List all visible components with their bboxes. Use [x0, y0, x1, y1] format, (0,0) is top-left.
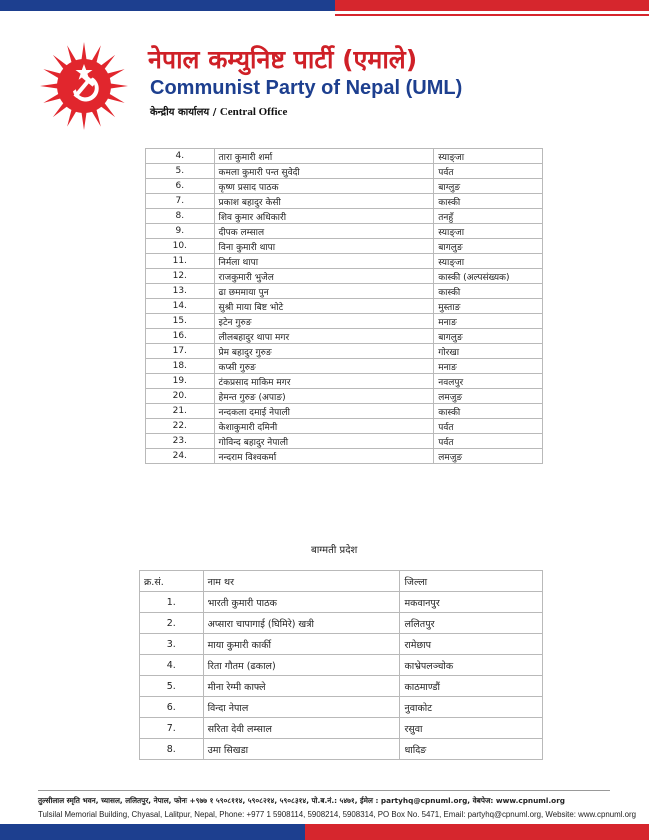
- table-row: [146, 419, 543, 434]
- name-cell: प्रेम बहादुर गुरुङ: [214, 344, 434, 359]
- name-cell: भारती कुमारी पाठक: [203, 592, 400, 613]
- table-row: [146, 179, 543, 194]
- serial-cell: 17.: [146, 344, 215, 359]
- name-cell: कृष्ण प्रसाद पाठक: [214, 179, 434, 194]
- bottom-band-red: [305, 824, 649, 840]
- district-cell: कास्की: [434, 284, 543, 299]
- name-cell: निर्मला थापा: [214, 254, 434, 269]
- office-english: Central Office: [219, 106, 288, 118]
- district-cell: काभ्रेपलञ्चोक: [400, 655, 543, 676]
- name-cell: सरिता देवी लम्साल: [203, 718, 400, 739]
- bottom-band-blue: [0, 824, 305, 840]
- table-row: [140, 676, 543, 697]
- district-cell: मनाङ: [434, 359, 543, 374]
- table-row: [146, 269, 543, 284]
- name-cell: प्रकाश बहादुर केसी: [214, 194, 434, 209]
- footer-address-english: Tulsilal Memorial Building, Chyasal, Lalitpur, Nepal, Phone: +977 1 5908114, 5908214, 5908314, PO Box No. 5471, Email: partyhq@cpnuml.org, Website: www.cpnuml.org: [38, 810, 637, 819]
- district-cell: मनाङ: [434, 314, 543, 329]
- serial-cell: 1.: [140, 592, 204, 613]
- name-cell: इटेन गुरुङ: [214, 314, 434, 329]
- table-row: [140, 655, 543, 676]
- district-cell: स्याङ्जा: [434, 224, 543, 239]
- table-row: [140, 739, 543, 760]
- table-row: [146, 329, 543, 344]
- serial-cell: 2.: [140, 613, 204, 634]
- serial-cell: 12.: [146, 269, 215, 284]
- serial-cell: 7.: [146, 194, 215, 209]
- table-row: [140, 613, 543, 634]
- district-cell: बाग्लुङ: [434, 179, 543, 194]
- serial-cell: 8.: [146, 209, 215, 224]
- district-cell: बागलुङ: [434, 329, 543, 344]
- table-row: [146, 389, 543, 404]
- table-row: [146, 164, 543, 179]
- name-cell: उमा सिखडा: [203, 739, 400, 760]
- table-row: [146, 254, 543, 269]
- serial-cell: 18.: [146, 359, 215, 374]
- table-row: [146, 314, 543, 329]
- name-cell: अप्सारा चापागाई (घिमिरे) खत्री: [203, 613, 400, 634]
- district-cell: बागलुङ: [434, 239, 543, 254]
- serial-cell: 9.: [146, 224, 215, 239]
- table-row: [146, 434, 543, 449]
- central-office-label: [150, 104, 287, 118]
- table-row: [146, 449, 543, 464]
- name-cell: टंकप्रसाद माकिम मगर: [214, 374, 434, 389]
- district-cell: पर्वत: [434, 434, 543, 449]
- name-cell: नन्दराम विश्वकर्मा: [214, 449, 434, 464]
- table-row: [146, 299, 543, 314]
- footer-address-nepali: तुल्सीलाल स्मृति भवन, च्यासल, ललितपुर, नेपाल, फोनः +९७७ १ ५९०८११४, ५९०८२१४, ५९०८३१४, पो.ब.नं.: ५४७१, ईमेल : partyhq@cpnuml.org, वेबपेज: www.cpnuml.org: [38, 796, 566, 805]
- serial-cell: 22.: [146, 419, 215, 434]
- district-cell: नुवाकोट: [400, 697, 543, 718]
- table-row: [146, 284, 543, 299]
- serial-cell: 4.: [140, 655, 204, 676]
- name-cell: तारा कुमारी शर्मा: [214, 149, 434, 164]
- district-cell: कास्की (अल्पसंख्यक): [434, 269, 543, 284]
- table-row: [140, 592, 543, 613]
- table-row: [146, 359, 543, 374]
- serial-cell: 21.: [146, 404, 215, 419]
- serial-cell: 15.: [146, 314, 215, 329]
- office-nepali: केन्द्रीय कार्यालय: [150, 107, 210, 118]
- table-row: [146, 404, 543, 419]
- serial-cell: 20.: [146, 389, 215, 404]
- district-cell: तनहुँ: [434, 209, 543, 224]
- name-cell: हेमन्त गुरुङ (अपाङ): [214, 389, 434, 404]
- name-cell: मीना रेग्मी काफ्ले: [203, 676, 400, 697]
- name-cell: लीलबहादुर थापा मगर: [214, 329, 434, 344]
- name-cell: माया कुमारी कार्की: [203, 634, 400, 655]
- serial-cell: 23.: [146, 434, 215, 449]
- candidate-table-continued: [145, 148, 543, 464]
- serial-cell: 16.: [146, 329, 215, 344]
- serial-cell: 24.: [146, 449, 215, 464]
- district-cell: स्याङ्जा: [434, 149, 543, 164]
- name-cell: दीपक लम्साल: [214, 224, 434, 239]
- table-row: [146, 224, 543, 239]
- table-row: [146, 344, 543, 359]
- name-cell: केशाकुमारी दमिनी: [214, 419, 434, 434]
- table-row: [140, 634, 543, 655]
- name-cell: गोविन्द बहादुर नेपाली: [214, 434, 434, 449]
- serial-cell: 14.: [146, 299, 215, 314]
- party-name-nepali: नेपाल कम्युनिष्ट पार्टी (एमाले): [148, 45, 418, 74]
- district-cell: ललितपुर: [400, 613, 543, 634]
- top-band-blue: [0, 0, 345, 11]
- bagmati-candidate-table: [139, 570, 543, 760]
- table-row: [146, 239, 543, 254]
- serial-cell: 8.: [140, 739, 204, 760]
- name-cell: शिव कुमार अधिकारी: [214, 209, 434, 224]
- name-cell: विन्दा नेपाल: [203, 697, 400, 718]
- district-cell: नवलपुर: [434, 374, 543, 389]
- serial-cell: 6.: [146, 179, 215, 194]
- header-serial: क्र.सं.: [140, 571, 204, 592]
- district-cell: पर्वत: [434, 164, 543, 179]
- table-header-row: [140, 571, 543, 592]
- header-name: नाम थर: [203, 571, 400, 592]
- name-cell: कप्सी गुरुङ: [214, 359, 434, 374]
- party-logo-icon: [38, 40, 130, 132]
- party-name-english: Communist Party of Nepal (UML): [150, 77, 463, 99]
- district-cell: लमजुङ: [434, 389, 543, 404]
- serial-cell: 7.: [140, 718, 204, 739]
- name-cell: ढा छममाया पुन: [214, 284, 434, 299]
- district-cell: कास्की: [434, 404, 543, 419]
- serial-cell: 4.: [146, 149, 215, 164]
- name-cell: सुश्री माया बिष्ट भोटे: [214, 299, 434, 314]
- district-cell: काठमाण्डौं: [400, 676, 543, 697]
- table-row: [140, 697, 543, 718]
- table-row: [146, 194, 543, 209]
- serial-cell: 6.: [140, 697, 204, 718]
- serial-cell: 5.: [146, 164, 215, 179]
- district-cell: लमजुङ: [434, 449, 543, 464]
- table-row: [140, 718, 543, 739]
- name-cell: राजकुमारी भुजेल: [214, 269, 434, 284]
- table-row: [146, 374, 543, 389]
- district-cell: पर्वत: [434, 419, 543, 434]
- table-row: [146, 149, 543, 164]
- serial-cell: 10.: [146, 239, 215, 254]
- district-cell: रामेछाप: [400, 634, 543, 655]
- footer-divider: [38, 790, 610, 791]
- top-band-red: [335, 0, 649, 11]
- district-cell: मकवानपुर: [400, 592, 543, 613]
- header-district: जिल्ला: [400, 571, 543, 592]
- name-cell: कमला कुमारी पन्त सुवेदी: [214, 164, 434, 179]
- table-row: [146, 209, 543, 224]
- serial-cell: 3.: [140, 634, 204, 655]
- serial-cell: 19.: [146, 374, 215, 389]
- district-cell: मुस्ताङ: [434, 299, 543, 314]
- district-cell: रसुवा: [400, 718, 543, 739]
- district-cell: धादिङ: [400, 739, 543, 760]
- section-title-bagmati: बाग्मती प्रदेश: [311, 545, 358, 556]
- office-separator: /: [212, 107, 217, 118]
- name-cell: विना कुमारी थापा: [214, 239, 434, 254]
- serial-cell: 11.: [146, 254, 215, 269]
- serial-cell: 5.: [140, 676, 204, 697]
- name-cell: रिता गौतम (ढकाल): [203, 655, 400, 676]
- district-cell: गोरखा: [434, 344, 543, 359]
- district-cell: स्याङ्जा: [434, 254, 543, 269]
- district-cell: कास्की: [434, 194, 543, 209]
- serial-cell: 13.: [146, 284, 215, 299]
- name-cell: नन्दकला दमाई नेपाली: [214, 404, 434, 419]
- top-band-red-thin: [335, 14, 649, 16]
